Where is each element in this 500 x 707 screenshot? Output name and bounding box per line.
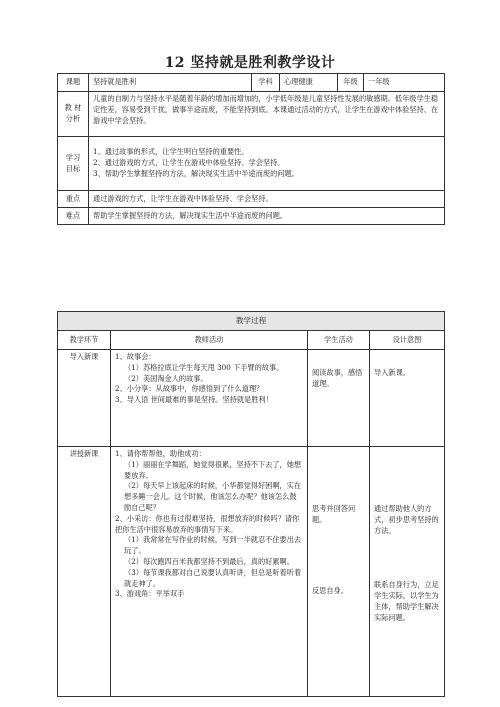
difficulty-text: 帮助学生掌握坚持的方法，解决现实生活中半途而废的问题。 (89, 208, 445, 225)
lecture-student-2: 反思自身。 (312, 585, 348, 595)
lecture-line: （2）每次跑四百米我都坚持不到最后，真的好累啊。 (124, 556, 294, 566)
grade-value: 一年级 (364, 74, 445, 92)
difficulty-label: 难点 (58, 208, 89, 225)
header-intent: 设计意图 (370, 331, 445, 350)
intro-row (58, 350, 445, 447)
objective-item: 3、帮助学生掌握坚持的方法，解决现实生活中半途而废的问题。 (93, 168, 299, 178)
key-point-label: 重点 (58, 191, 89, 208)
intro-design-intent: 导入新课。 (370, 350, 445, 447)
lecture-line: （3）每节课我都对自己说要认真听讲，但总是听着听着就走神了。 (124, 567, 302, 588)
intro-teacher-activity (111, 350, 308, 447)
intro-line: 1、故事会： (115, 352, 156, 361)
lecture-line: 2、小采访：你也有过很难坚持，很想放弃的时候吗？请你把你生活中很容易放弃的事情写下来。 (115, 513, 300, 534)
lecture-intent-1: 通过帮助他人的方式，初步思考坚持的方法。 (374, 504, 439, 535)
analysis-text: 儿童的自制力与坚持水平是随着年龄的增加而增加的，小学低年级是儿童坚持性发展的敏感期。低年级学生稳定性差，容易受到干扰，做事半途而废，不能坚持到底。本课通过活动的方式，让学生在游戏中体验坚持、在游戏中学会坚持。 (89, 92, 445, 137)
intro-line: 2、小分享：从故事中，你感悟到了什么道理？ (115, 384, 264, 394)
header-teacher: 教师活动 (111, 331, 308, 350)
lecture-design-intent (370, 447, 445, 697)
lecture-student-1: 思考并回答问题。 (312, 504, 356, 524)
difficulty-row (58, 208, 445, 225)
lecture-intent-2: 联系自身行为，立足学生实际，以学生为主体，帮助学生解决实际问题。 (374, 580, 439, 622)
subject-value: 心理健康 (280, 74, 338, 92)
lecture-line: 1、请你帮帮他，助他成功： (115, 449, 206, 458)
lecture-row (58, 447, 445, 697)
objectives-row (58, 137, 445, 191)
key-point-row (58, 191, 445, 208)
header-stage: 教学环节 (58, 331, 111, 350)
analysis-row (58, 92, 445, 137)
info-row (58, 74, 445, 92)
lecture-line: （1）我常常在写作业的时候，写到一半就忍不住要出去玩了。 (124, 535, 302, 556)
objectives-list (89, 137, 445, 191)
document-title: 12 坚持就是胜利教学设计 (164, 55, 336, 71)
header-student: 学生活动 (308, 331, 370, 350)
lecture-stage: 讲授新课 (58, 447, 111, 697)
intro-line: （1）苏格拉底让学生每天甩 300 下手臂的故事。 (124, 362, 284, 372)
process-header-row (58, 331, 445, 350)
lecture-student-activity (308, 447, 370, 697)
process-section-row (58, 312, 445, 331)
intro-line: 3、导入语 世间最难的事是坚持。坚持就是胜利！ (115, 395, 273, 405)
objectives-label: 学习 目标 (58, 137, 89, 191)
analysis-label: 教 材 分析 (58, 92, 89, 137)
lecture-teacher-activity (111, 447, 308, 697)
lecture-line: （2）每天早上该起床的时候，小华都觉得好困啊，实在想多睡一会儿。这个时候，他该怎么办呢？他该怎么鼓励自己呢？ (124, 481, 302, 512)
intro-student-activity: 阅读故事，感悟道理。 (308, 350, 370, 447)
lecture-line: 3、游戏角：平举双手 (115, 589, 185, 599)
objective-item: 2、通过游戏的方式，让学生在游戏中体验坚持、学会坚持。 (93, 158, 285, 168)
objective-item: 1、通过故事的形式，让学生明白坚持的重要性。 (93, 147, 249, 157)
lesson-info-table (57, 73, 445, 225)
lecture-line: （1）丽丽在学舞蹈，她觉得很累，坚持不下去了，她想要放弃。 (124, 459, 302, 480)
key-point-text: 通过游戏的方式，让学生在游戏中体验坚持、学会坚持。 (89, 191, 445, 208)
intro-stage: 导入新课 (58, 350, 111, 447)
topic-label: 课题 (58, 74, 89, 92)
intro-line: （2）美国淘金人的故事。 (124, 373, 208, 383)
teaching-process-table (57, 311, 445, 697)
process-section-title: 教学过程 (58, 312, 445, 331)
grade-label: 年级 (338, 74, 364, 92)
topic-value: 坚持就是胜利 (89, 74, 252, 92)
subject-label: 学科 (252, 74, 280, 92)
